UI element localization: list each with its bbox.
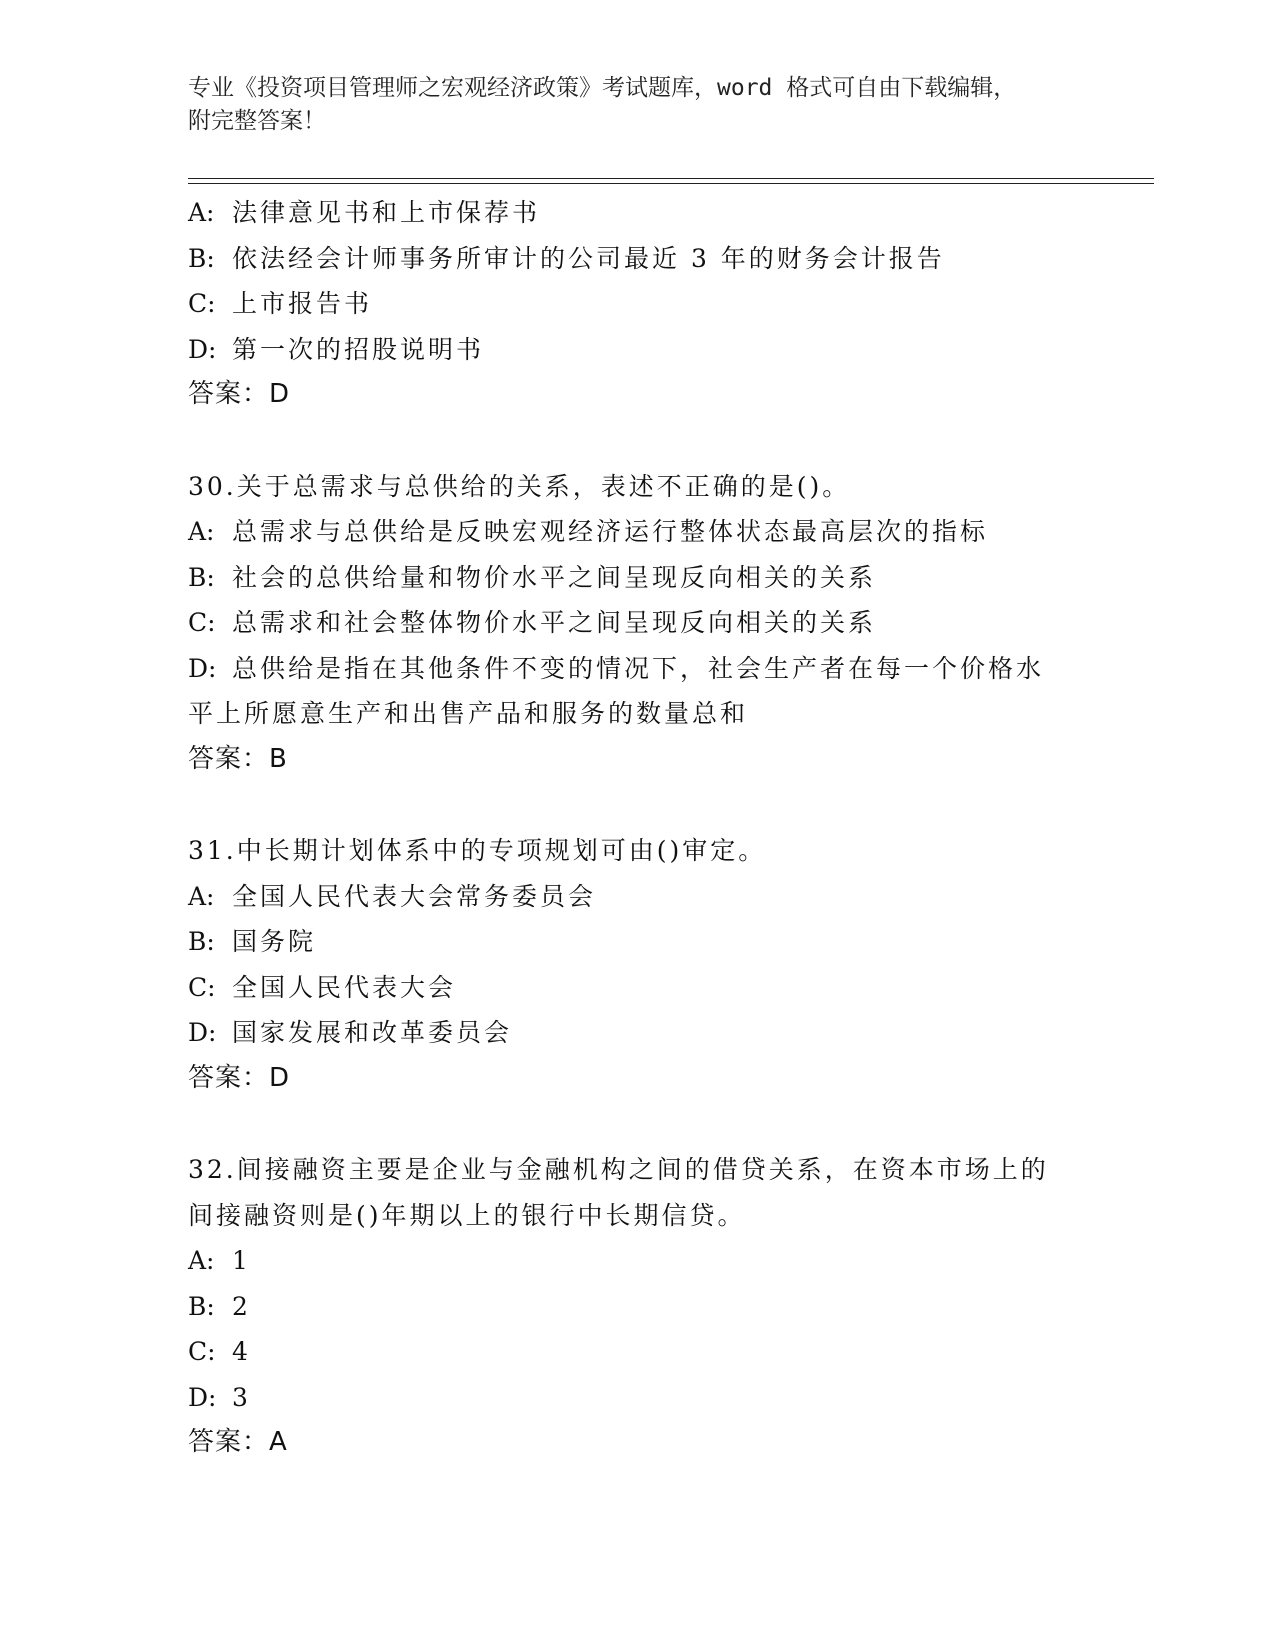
question-text-line-1: 32.间接融资主要是企业与金融机构之间的借贷关系，在资本市场上的	[188, 1155, 1049, 1184]
header-line-2: 附完整答案！	[188, 108, 326, 134]
header-divider-top	[188, 178, 1154, 179]
question-text: 31.中长期计划体系中的专项规划可由()审定。	[188, 836, 767, 865]
option-a: A: 法律意见书和上市保荐书	[188, 198, 541, 227]
question-block-30	[188, 464, 1148, 783]
option-a: A: 1	[188, 1246, 251, 1275]
header-divider-bottom	[188, 183, 1154, 184]
document-header	[188, 72, 1148, 138]
option-b: B: 国务院	[188, 927, 317, 956]
question-block-29	[188, 190, 1148, 418]
answer-line: 答案：B	[188, 743, 288, 774]
question-text-line-2: 间接融资则是()年期以上的银行中长期信贷。	[188, 1200, 746, 1230]
answer-line: 答案：A	[188, 1427, 288, 1457]
question-block-31	[188, 828, 1148, 1101]
option-c: C: 全国人民代表大会	[188, 972, 457, 1002]
option-c: C: 总需求和社会整体物价水平之间呈现反向相关的关系	[188, 608, 877, 637]
option-d-continuation: 平上所愿意生产和出售产品和服务的数量总和	[188, 699, 749, 728]
option-d: D: 总供给是指在其他条件不变的情况下，社会生产者在每一个价格水	[188, 653, 1045, 683]
option-c: C: 上市报告书	[188, 289, 373, 318]
option-b: B: 依法经会计师事务所审计的公司最近 3 年的财务会计报告	[188, 243, 945, 273]
header-line-1: 专业《投资项目管理师之宏观经济政策》考试题库，word 格式可自由下载编辑，	[188, 75, 1017, 101]
option-b: B: 社会的总供给量和物价水平之间呈现反向相关的关系	[188, 562, 877, 592]
option-d: D: 国家发展和改革委员会	[188, 1018, 513, 1047]
question-block-32	[188, 1147, 1148, 1466]
option-b: B: 2	[188, 1291, 251, 1321]
option-a: A: 总需求与总供给是反映宏观经济运行整体状态最高层次的指标	[188, 517, 989, 546]
option-a: A: 全国人民代表大会常务委员会	[188, 881, 597, 911]
question-text: 30.关于总需求与总供给的关系，表述不正确的是()。	[188, 471, 851, 501]
answer-line: 答案：D	[188, 1062, 291, 1093]
option-c: C: 4	[188, 1337, 251, 1366]
option-d: D: 3	[188, 1382, 251, 1412]
answer-line: 答案：D	[188, 379, 291, 409]
option-d: D: 第一次的招股说明书	[188, 334, 485, 364]
question-list	[188, 190, 1148, 1466]
